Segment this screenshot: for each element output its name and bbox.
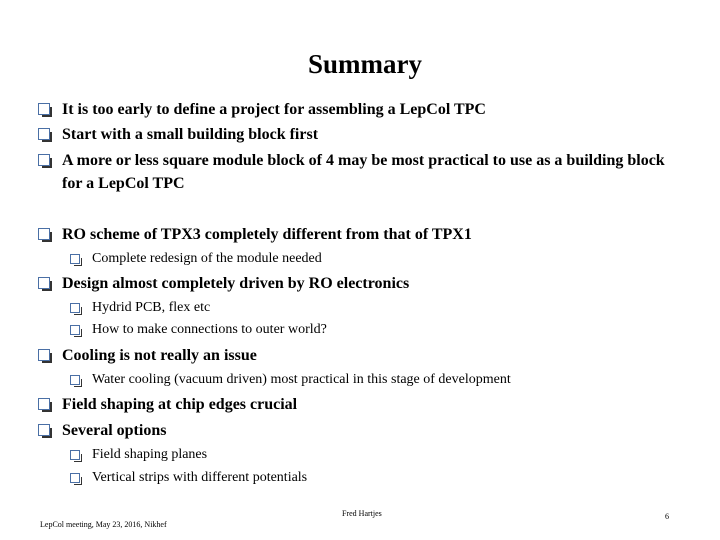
checkbox-bullet-icon <box>38 277 50 289</box>
bullet-item <box>38 223 678 246</box>
checkbox-bullet-icon <box>70 325 80 335</box>
sub-bullet-text: Vertical strips with different potentials <box>92 470 308 485</box>
bullet-text: It is too early to define a project for assembling a LepCol TPC <box>62 101 486 118</box>
sub-bullet-item <box>70 468 690 488</box>
sub-bullet-item <box>70 370 690 390</box>
bullet-text: Start with a small building block first <box>62 126 319 143</box>
sub-bullet-item <box>70 320 690 340</box>
bullet-item <box>38 123 678 146</box>
bullet-item <box>38 272 678 295</box>
bullet-text: A more or less square module block of 4 may be most practical to use as a building block for a LepCol TPC <box>62 152 665 192</box>
sub-bullet-text: Field shaping planes <box>92 447 208 462</box>
bullet-item <box>38 393 678 416</box>
bullet-text: Cooling is not really an issue <box>62 347 257 364</box>
checkbox-bullet-icon <box>70 375 80 385</box>
checkbox-bullet-icon <box>70 254 80 264</box>
footer-meeting: LepCol meeting, May 23, 2016, Nikhef <box>40 520 167 529</box>
sub-bullet-text: Hydrid PCB, flex etc <box>92 300 211 315</box>
bullet-text: RO scheme of TPX3 completely different from that of TPX1 <box>62 226 472 243</box>
bullet-item <box>38 149 678 195</box>
checkbox-bullet-icon <box>38 228 50 240</box>
page-number: 6 <box>665 512 669 521</box>
bullet-item <box>38 419 678 442</box>
sub-bullet-item <box>70 445 690 465</box>
checkbox-bullet-icon <box>38 103 50 115</box>
footer-author: Fred Hartjes <box>342 509 382 518</box>
checkbox-bullet-icon <box>38 398 50 410</box>
slide-title: Summary <box>308 49 422 79</box>
bullet-text: Field shaping at chip edges crucial <box>62 396 298 413</box>
bullet-item <box>38 98 678 121</box>
checkbox-bullet-icon <box>38 424 50 436</box>
checkbox-bullet-icon <box>70 303 80 313</box>
sub-bullet-text: Complete redesign of the module needed <box>92 251 322 266</box>
checkbox-bullet-icon <box>38 154 50 166</box>
sub-bullet-text: Water cooling (vacuum driven) most practical in this stage of development <box>92 372 511 387</box>
checkbox-bullet-icon <box>70 473 80 483</box>
bullet-item <box>38 344 678 367</box>
bullet-text: Design almost completely driven by RO electronics <box>62 275 410 292</box>
sub-bullet-item <box>70 249 690 269</box>
sub-bullet-text: How to make connections to outer world? <box>92 322 327 337</box>
checkbox-bullet-icon <box>38 349 50 361</box>
bullet-text: Several options <box>62 422 167 439</box>
checkbox-bullet-icon <box>70 450 80 460</box>
sub-bullet-item <box>70 298 690 318</box>
checkbox-bullet-icon <box>38 128 50 140</box>
